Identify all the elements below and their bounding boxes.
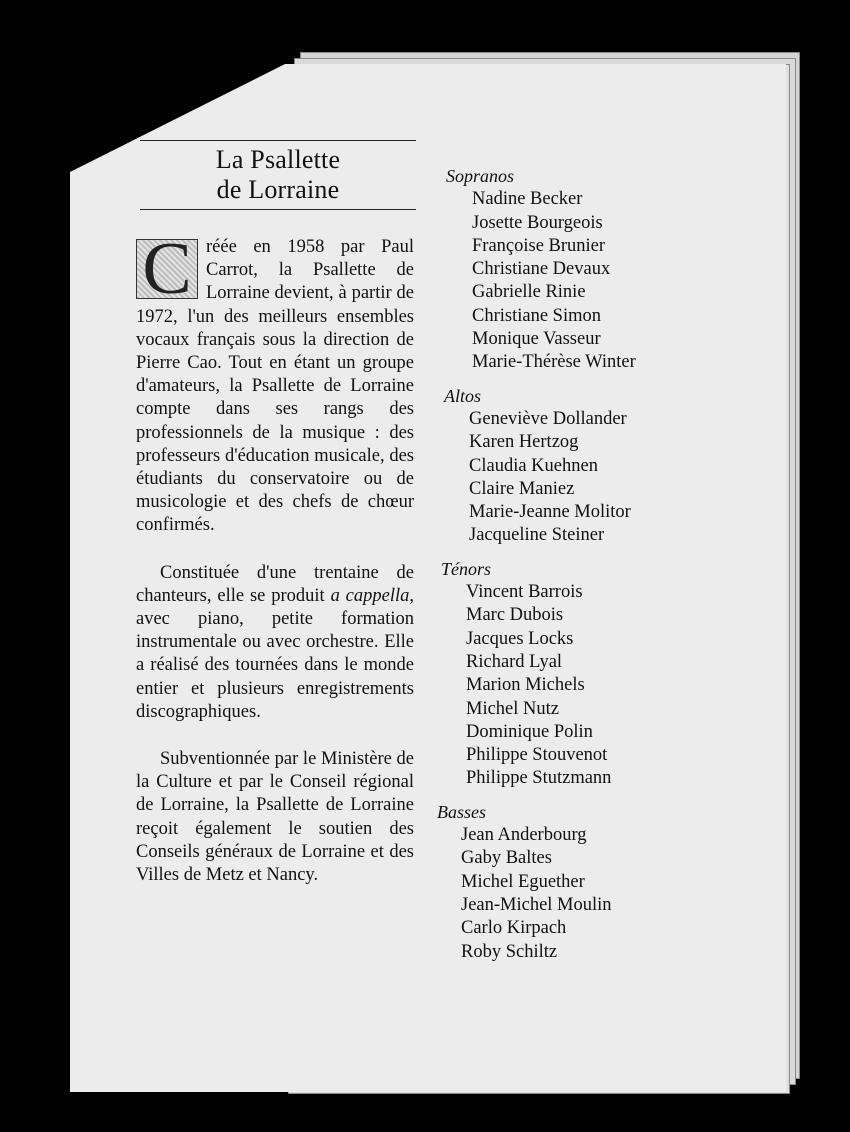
title-line-2: de Lorraine	[216, 175, 340, 204]
member-name: Philippe Stouvenot	[466, 745, 608, 766]
member-name: Nadine Becker	[472, 189, 583, 210]
drop-cap: C	[136, 239, 198, 299]
member-name: Marie-Jeanne Molitor	[469, 502, 631, 523]
member-name: Dominique Polin	[466, 721, 593, 742]
paragraph-funding: Subventionnée par le Ministère de la Culture et par le Conseil régional de Lorraine, la Psallette de Lorraine reçoit également le soutien des Conseils généraux de Lorraine et des Villes de Metz et Nancy.	[136, 749, 414, 886]
member-name: Michel Eguether	[461, 871, 585, 892]
member-name: Françoise Brunier	[472, 235, 606, 256]
member-name: Michel Nutz	[466, 698, 559, 719]
member-name: Jean-Michel Moulin	[461, 894, 612, 915]
member-name: Karen Hertzog	[469, 432, 579, 453]
member-name: Geneviève Dollander	[469, 408, 627, 429]
member-name: Claire Maniez	[469, 478, 575, 499]
choir-roster	[437, 165, 700, 974]
page-title	[140, 140, 416, 210]
member-name: Monique Vasseur	[472, 329, 601, 350]
article-body	[136, 228, 415, 911]
member-name: Claudia Kuehnen	[469, 455, 598, 476]
member-name: Christiane Devaux	[472, 259, 611, 280]
member-name: Marie-Thérèse Winter	[472, 352, 636, 373]
member-name: Philippe Stutzmann	[466, 768, 612, 789]
member-name: Marion Michels	[466, 675, 585, 696]
member-name: Richard Lyal	[466, 651, 563, 672]
list-altos	[440, 408, 700, 548]
member-name: Vincent Barrois	[466, 582, 583, 603]
list-basses	[440, 824, 700, 964]
member-name: Gaby Baltes	[461, 848, 552, 869]
member-name: Jacqueline Steiner	[469, 525, 605, 546]
member-name: Josette Bourgeois	[472, 212, 603, 233]
list-tenors	[440, 581, 700, 791]
list-sopranos	[440, 188, 700, 374]
section-heading-basses: Basses	[437, 801, 486, 822]
section-heading-altos: Altos	[444, 385, 482, 406]
member-name: Jacques Locks	[466, 628, 574, 649]
section-heading-tenors: Ténors	[441, 558, 492, 579]
paragraph-ensemble: Constituée d'une trentaine de chanteurs, elle se produit a cappella, avec piano, petite formation instrumentale ou avec orchestre. Elle a réalisé des tournées dans le monde entier et plusieurs enregistrements discographiques.	[136, 562, 415, 722]
italic-phrase: a cappella	[330, 585, 410, 606]
paragraph-intro	[136, 228, 414, 538]
member-name: Roby Schiltz	[461, 941, 558, 962]
member-name: Carlo Kirpach	[461, 918, 567, 939]
member-name: Christiane Simon	[472, 305, 601, 326]
member-name: Jean Anderbourg	[461, 825, 587, 846]
member-name: Gabrielle Rinie	[472, 282, 586, 303]
title-line-1: La Psallette	[215, 145, 341, 174]
member-name: Marc Dubois	[466, 605, 564, 626]
section-heading-sopranos: Sopranos	[446, 166, 515, 186]
paragraph-1-text: réée en 1958 par Paul Carrot, la Psallette de Lorraine devient, à partir de 1972, l'un des meilleurs ensembles vocaux français sous la direction de Pierre Cao. Tout en étant un groupe d'amateurs, la Psallette de Lorraine compte dans ses rangs des professionnels de la musique : des professeurs d'éducation musicale, des étudiants du conservatoire ou de musicologie et des chefs de chœur confirmés.	[136, 237, 414, 536]
